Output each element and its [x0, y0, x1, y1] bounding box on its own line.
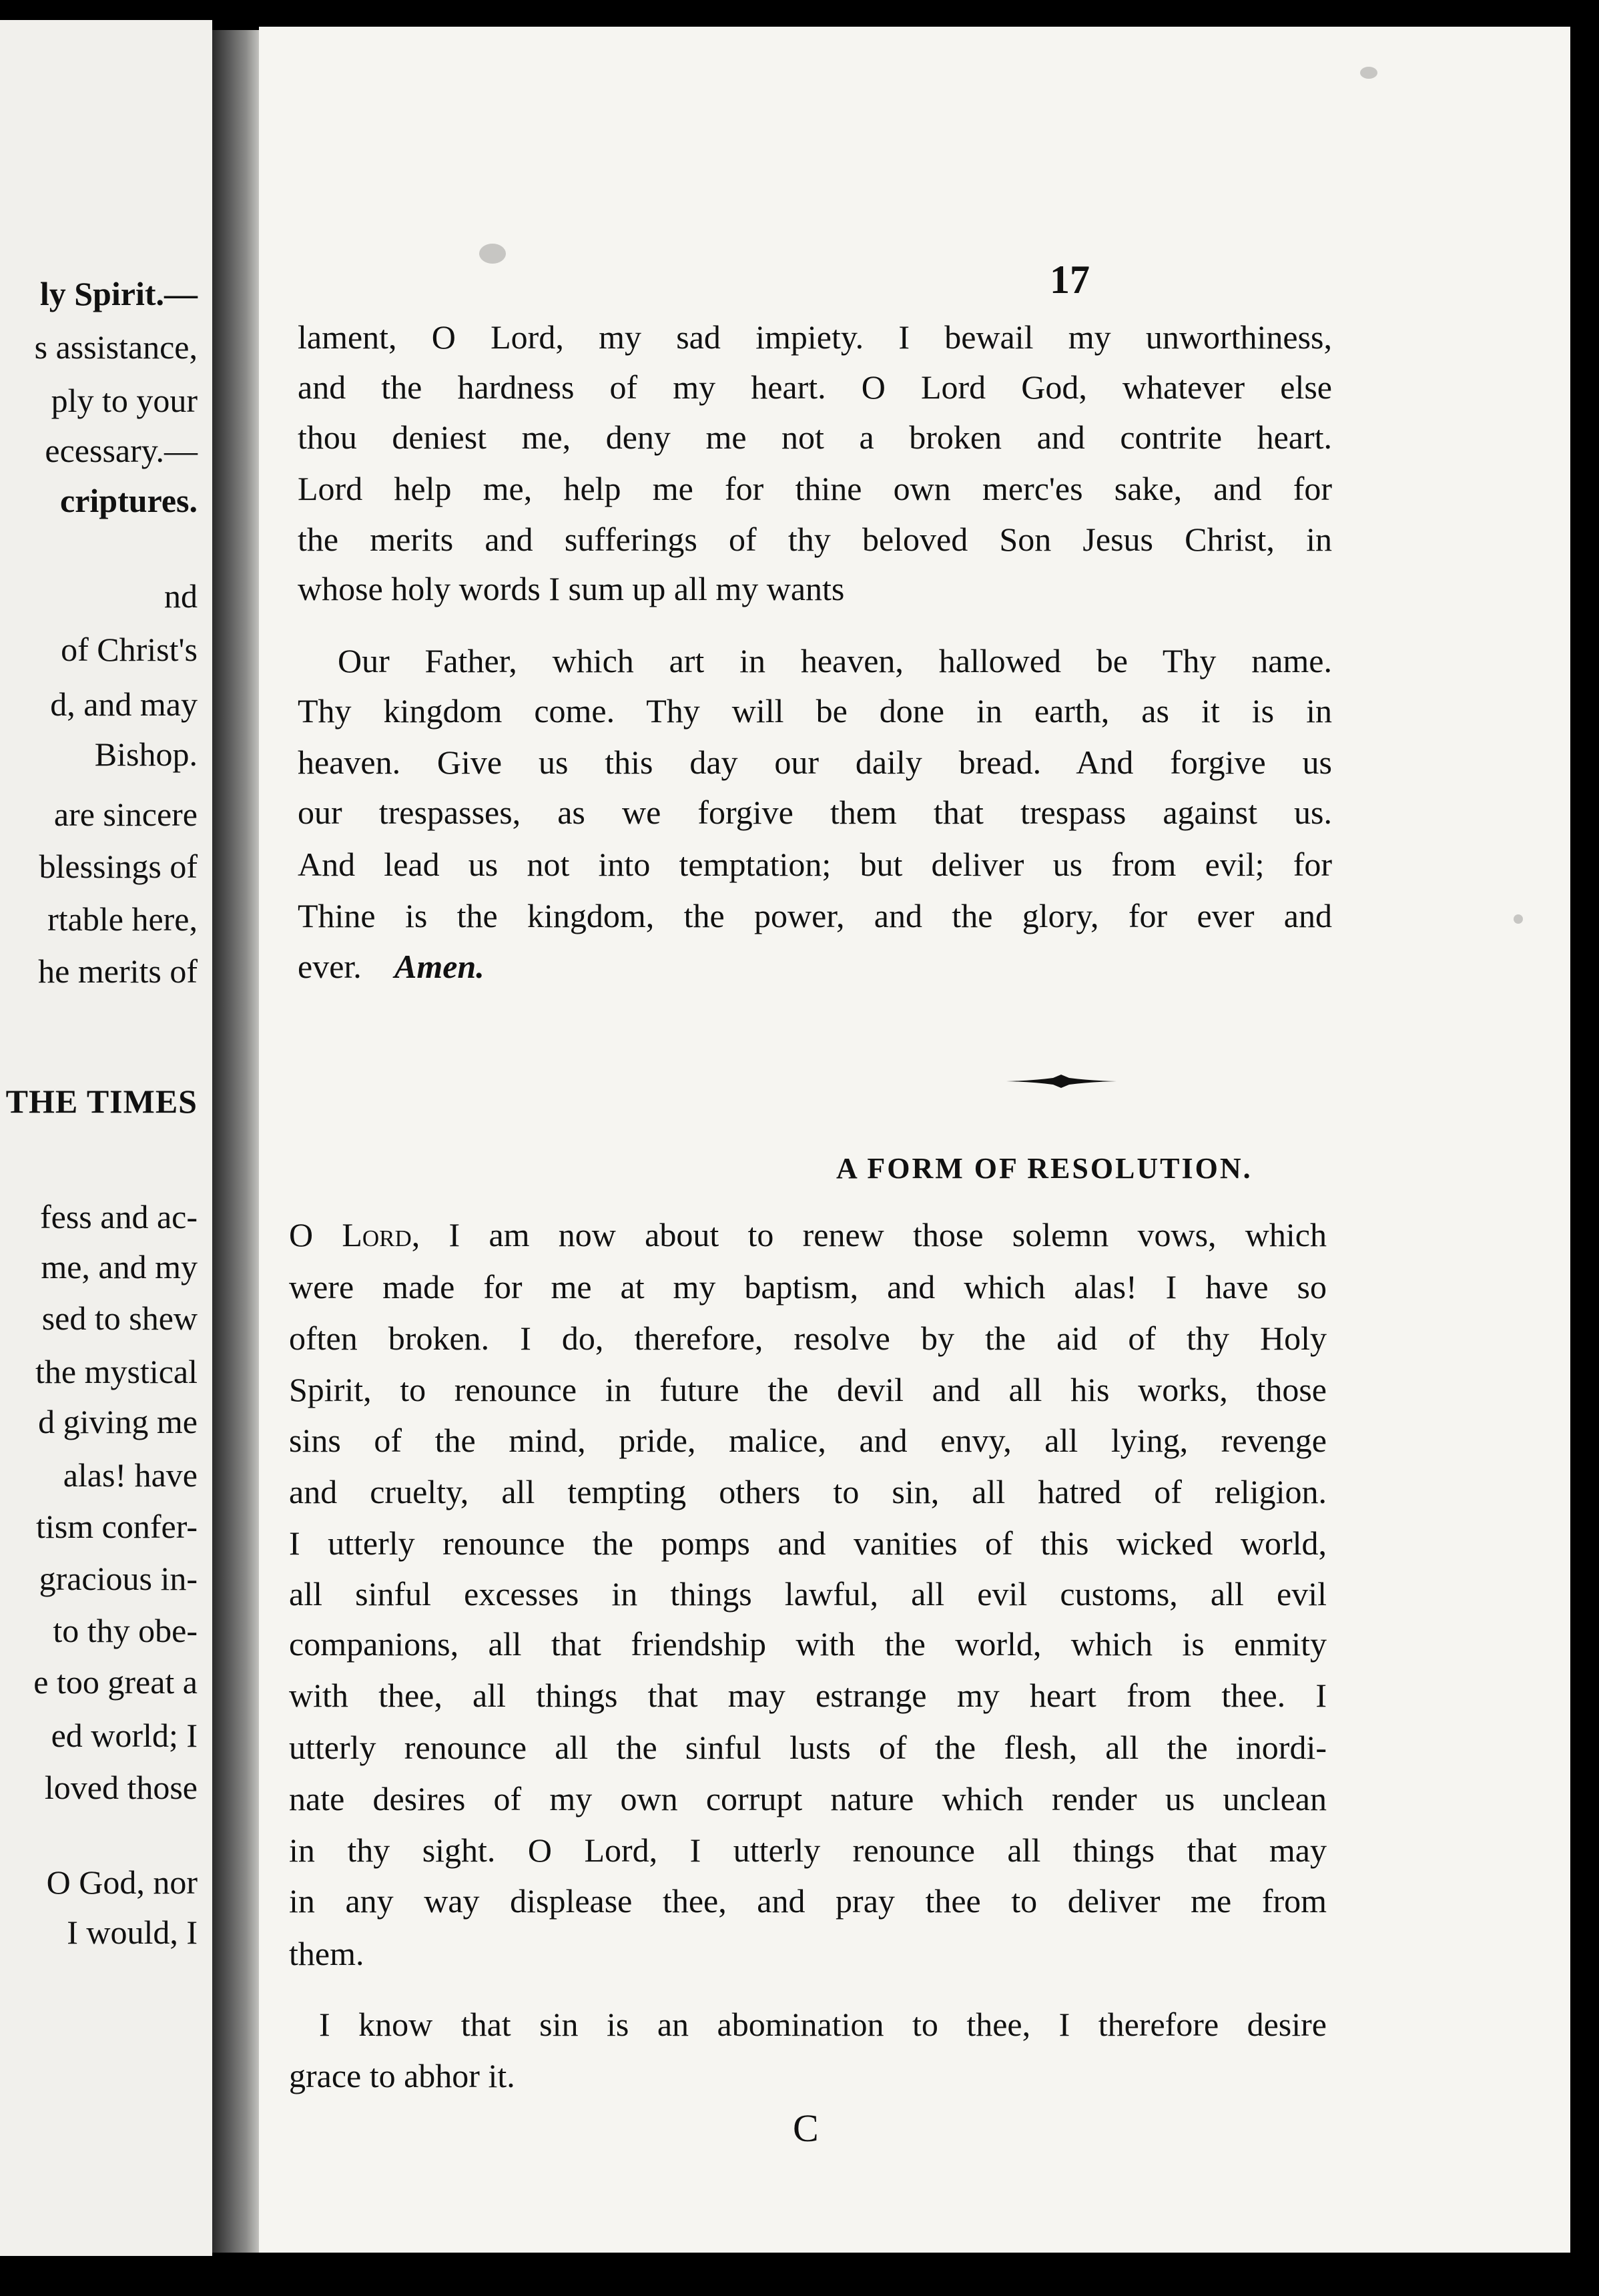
previous-page-line: alas! have — [63, 1456, 198, 1494]
book-page — [259, 27, 1570, 2253]
previous-page-line: Bishop. — [94, 736, 198, 773]
previous-page-line: gracious in- — [39, 1560, 198, 1597]
amen-line — [394, 950, 485, 983]
text-line: whose holy words I sum up all my wants — [298, 570, 845, 607]
previous-page-line: sed to shew — [41, 1300, 198, 1337]
text-line: them. — [289, 1935, 364, 1972]
previous-page-line: s assistance, — [34, 328, 198, 366]
previous-page-line: he merits of — [38, 952, 198, 990]
previous-page-line: ly Spirit.— — [39, 275, 198, 312]
text-line: were made for me at my baptism, and which alas! I have so — [289, 1268, 1327, 1306]
text-line: often broken. I do, therefore, resolve by the aid of thy Holy — [289, 1320, 1327, 1357]
previous-page-line: blessings of — [39, 848, 198, 885]
text-line: Spirit, to renounce in future the devil and all his works, those — [289, 1371, 1327, 1408]
previous-page-line: me, and my — [41, 1248, 198, 1285]
paper-stain — [1360, 67, 1377, 79]
text-line: Lord help me, help me for thine own merc'es sake, and for — [298, 470, 1332, 507]
text-line: And lead us not into temptation; but deliver us from evil; for — [298, 846, 1332, 883]
text-line: thou deniest me, deny me not a broken and contrite heart. — [298, 418, 1332, 456]
paper-stain — [1514, 914, 1523, 924]
previous-page-line: ed world; I — [51, 1717, 198, 1754]
previous-page-line: O God, nor — [46, 1863, 198, 1901]
previous-page-line: the mystical — [35, 1353, 198, 1390]
previous-page-line: nd — [164, 577, 198, 615]
section-heading: A FORM OF RESOLUTION. — [836, 1152, 1253, 1185]
opening-small-caps: O Lord, — [289, 1216, 420, 1253]
text-line — [289, 1218, 1327, 1251]
text-line: ever. — [298, 948, 362, 985]
text-line: and cruelty, all tempting others to sin, all hatred of religion. — [289, 1473, 1327, 1510]
paper-stain — [479, 244, 506, 264]
previous-page-line: e too great a — [33, 1663, 198, 1701]
page-number: 17 — [1050, 258, 1090, 302]
previous-page-line: of Christ's — [61, 631, 198, 668]
text-line: sins of the mind, pride, malice, and envy, all lying, revenge — [289, 1422, 1327, 1459]
text-line: lament, O Lord, my sad impiety. I bewail my unworthiness, — [298, 318, 1332, 356]
text-line: in any way displease thee, and pray thee to deliver me from — [289, 1882, 1327, 1920]
previous-page-line: criptures. — [60, 482, 198, 519]
text-line: Thy kingdom come. Thy will be done in earth, as it is in — [298, 692, 1332, 730]
text-line: I utterly renounce the pomps and vanities of this wicked world, — [289, 1524, 1327, 1562]
text-line: utterly renounce all the sinful lusts of the flesh, all the inordi- — [289, 1729, 1327, 1766]
amen-text: Amen. — [394, 948, 485, 985]
signature-mark: C — [793, 2106, 819, 2150]
previous-page-line: d, and may — [50, 685, 198, 723]
previous-page-line: are sincere — [53, 796, 198, 833]
previous-page-line: to thy obe- — [53, 1612, 198, 1649]
previous-page-line: ply to your — [51, 382, 198, 419]
book-gutter — [212, 30, 260, 2253]
previous-page-line: rtable here, — [47, 900, 198, 938]
text-line: Our Father, which art in heaven, hallowed be Thy name. — [338, 642, 1332, 679]
text-line: heaven. Give us this day our daily bread. And forgive us — [298, 744, 1332, 781]
text-line: the merits and sufferings of thy beloved Son Jesus Christ, in — [298, 521, 1332, 558]
previous-page-line: loved those — [44, 1769, 198, 1806]
previous-page-line: I would, I — [67, 1914, 198, 1951]
text-line: in thy sight. O Lord, I utterly renounce all things that may — [289, 1831, 1327, 1869]
ornament-divider — [1006, 1073, 1116, 1089]
previous-page-line: d giving me — [38, 1403, 198, 1440]
previous-page-line: fess and ac- — [40, 1198, 198, 1235]
previous-page-line: tism confer- — [36, 1508, 198, 1545]
text-line: Thine is the kingdom, the power, and the glory, for ever and — [298, 897, 1332, 934]
previous-page-line: ecessary.— — [45, 432, 198, 469]
text-line: companions, all that friendship with the world, which is enmity — [289, 1625, 1327, 1663]
text-line: with thee, all things that may estrange my heart from thee. I — [289, 1677, 1327, 1714]
text-line: grace to abhor it. — [289, 2057, 515, 2094]
text-line: nate desires of my own corrupt nature which render us unclean — [289, 1780, 1327, 1817]
previous-page-line: THE TIMES — [5, 1083, 198, 1120]
opening-line-rest: I am now about to renew those solemn vows, which — [420, 1216, 1327, 1253]
text-line: and the hardness of my heart. O Lord God, whatever else — [298, 368, 1332, 406]
previous-page-fragment — [0, 20, 212, 2256]
text-line: our trespasses, as we forgive them that trespass against us. — [298, 794, 1332, 831]
text-line: all sinful excesses in things lawful, all evil customs, all evil — [289, 1575, 1327, 1613]
text-line: I know that sin is an abomination to thee, I therefore desire — [319, 2006, 1327, 2043]
